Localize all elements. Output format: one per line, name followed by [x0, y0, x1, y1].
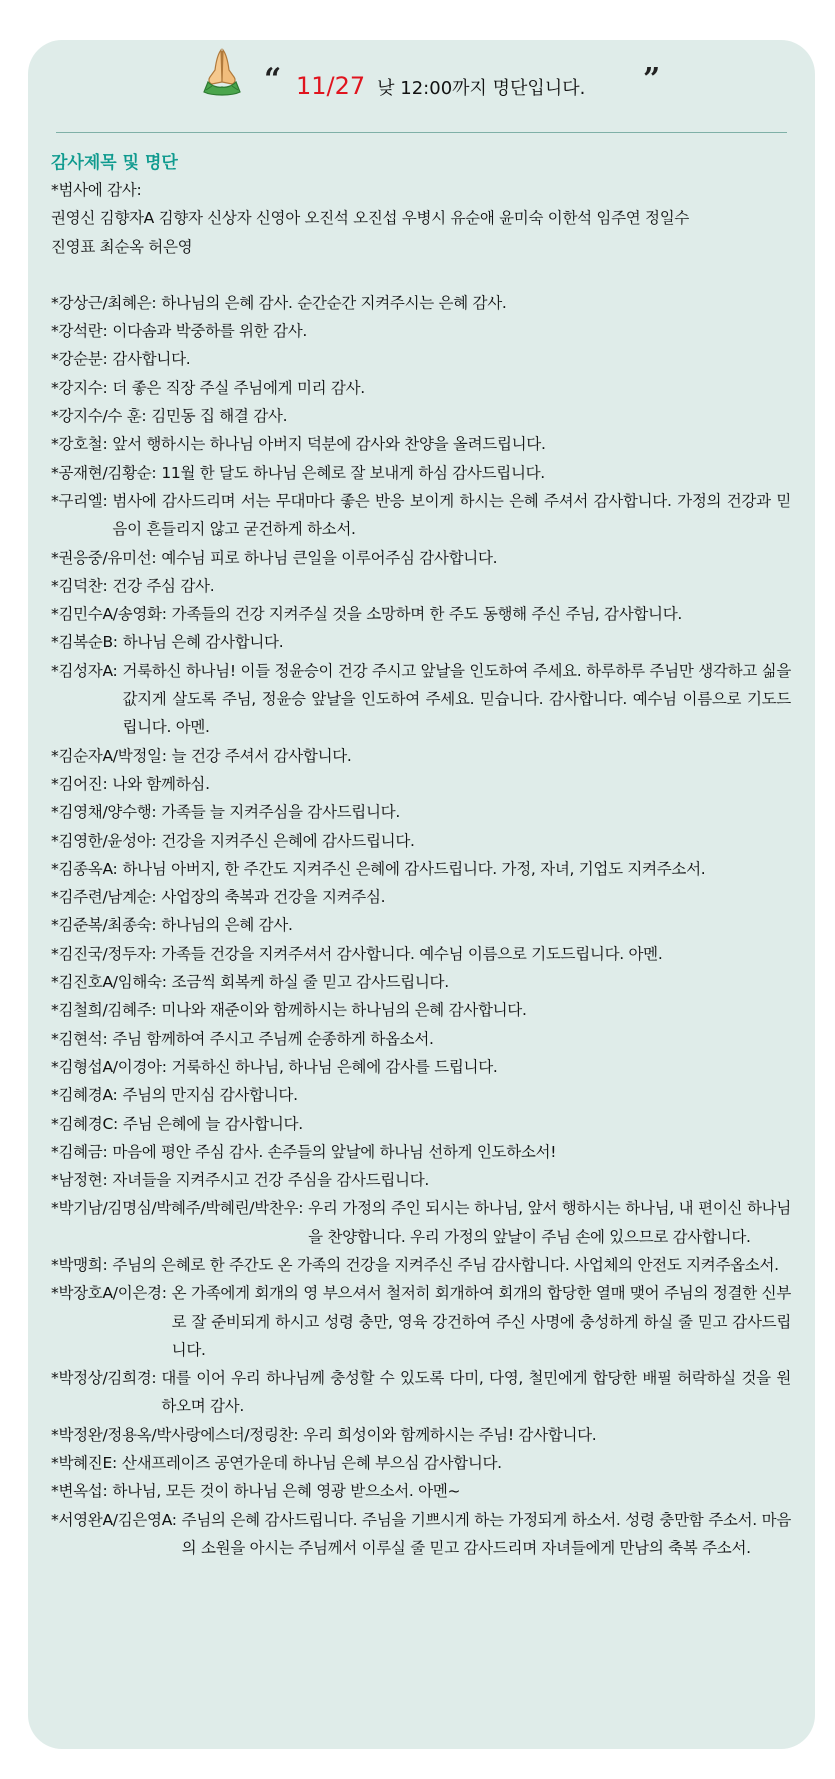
- entry-prayer-text: 나와 함께하심.: [112, 774, 210, 793]
- entry-prayer-text: 우리 가정의 주인 되시는 하나님, 앞서 행하시는 하나님, 내 편이신 하나님을 찬양합니다. 우리 가정의 앞날이 주님 손에 있으므로 감사합니다.: [308, 1199, 791, 1246]
- spacer: [51, 261, 791, 289]
- entry-names: *강호철:: [51, 435, 108, 454]
- entry-names: *김진국/정두자:: [51, 944, 157, 963]
- prayer-entry: [51, 459, 791, 487]
- entry-names: *김복순B:: [51, 633, 118, 652]
- entry-prayer-text: 주님 함께하여 주시고 주님께 순종하게 하옵소서.: [112, 1029, 434, 1048]
- entry-prayer-text: 건강 주심 감사.: [112, 576, 215, 595]
- entry-names: *김민수A/송영화:: [51, 605, 167, 624]
- entry-prayer-text: 예수님 피로 하나님 큰일을 이루어주심 감사합니다.: [161, 548, 498, 567]
- bumsa-label: *범사에 감사:: [51, 181, 142, 199]
- entry-names: *김형섭A/이경아:: [51, 1057, 167, 1076]
- entry-prayer-text: 하나님 아버지, 한 주간도 지켜주신 은혜에 감사드립니다. 가정, 자녀, 기업도 지켜주소서.: [122, 859, 706, 878]
- prayer-entry: [51, 940, 791, 968]
- prayer-entry: [51, 1477, 791, 1505]
- entry-prayer-text: 범사에 감사드리며 서는 무대마다 좋은 반응 보이게 하시는 은혜 주셔서 감사합니다. 가정의 건강과 믿음이 흔들리지 않고 굳건하게 하소서.: [112, 491, 791, 539]
- entry-names: *강상근/최혜은:: [51, 293, 157, 312]
- entry-prayer-text: 가족들 건강을 지켜주셔서 감사합니다. 예수님 이름으로 기도드립니다. 아멘.: [161, 944, 663, 963]
- entry-names: *김순자A/박정일:: [51, 746, 167, 765]
- entry-prayer-text: 주님의 만지심 감사합니다.: [122, 1086, 298, 1105]
- entry-names: *박기남/김명심/박혜주/박혜린/박찬우:: [51, 1199, 304, 1218]
- entry-prayer-text: 우리 희성이와 함께하시는 주님! 감사합니다.: [303, 1425, 597, 1444]
- entry-names: *박정완/정용옥/박사랑에스더/정링찬:: [51, 1425, 299, 1444]
- prayer-entry: [51, 345, 791, 373]
- prayer-entry: [51, 798, 791, 826]
- prayer-entry: [51, 1279, 791, 1364]
- entry-names: *김현석:: [51, 1029, 108, 1048]
- praying-hands-icon: [196, 46, 248, 98]
- entry-names: *박혜진E:: [51, 1454, 117, 1473]
- prayer-list-card: [28, 40, 815, 1749]
- divider: [56, 132, 787, 133]
- entry-names: *권응중/유미선:: [51, 548, 157, 567]
- deadline-date: 11/27: [296, 72, 366, 100]
- entry-names: *강석란:: [51, 322, 108, 341]
- prayer-entry: [51, 1364, 791, 1421]
- prayer-entry: [51, 374, 791, 402]
- entry-names: *강지수/수 훈:: [51, 407, 147, 426]
- prayer-entry: [51, 657, 791, 742]
- entry-prayer-text: 거룩하신 하나님! 이들 정윤승이 건강 주시고 앞날을 인도하여 주세요. 하루하루 주님만 생각하고 싦을 값지게 살도록 주님, 정윤승 앞날을 인도하여 주세요. 믿습니다. 감사합니다. 예수님 이름으로 기도드립니다. 아멘.: [122, 661, 791, 737]
- prayer-content: [51, 150, 791, 1562]
- entry-prayer-text: 주님의 은혜 감사드립니다. 주님을 기쁘시게 하는 가정되게 하소서. 성령 충만함 주소서. 마음의 소원을 아시는 주님께서 이루실 줄 믿고 감사드리며 자녀들에게 만남의 축복 주소서.: [181, 1510, 791, 1557]
- entry-names: *김준복/최종숙:: [51, 916, 157, 935]
- entry-names: *강지수:: [51, 378, 108, 397]
- prayer-entry: [51, 968, 791, 996]
- open-quote: “: [264, 62, 282, 97]
- entry-prayer-text: 마음에 평안 주심 감사. 손주들의 앞날에 하나님 선하게 인도하소서!: [112, 1142, 557, 1161]
- prayer-entry: [51, 1251, 791, 1279]
- entry-prayer-text: 가족들 늘 지켜주심을 감사드립니다.: [161, 803, 400, 822]
- prayer-entry: [51, 996, 791, 1024]
- prayer-entry: [51, 742, 791, 770]
- prayer-entry: [51, 827, 791, 855]
- notice-header: [28, 40, 815, 132]
- prayer-entry: [51, 1166, 791, 1194]
- entry-prayer-text: 하나님의 은혜 감사.: [161, 916, 293, 935]
- entry-names: *공재현/김황순:: [51, 463, 157, 482]
- prayer-entry: [51, 430, 791, 458]
- entry-names: *변옥섭:: [51, 1482, 108, 1501]
- prayer-entry: [51, 1138, 791, 1166]
- prayer-entry: [51, 1506, 791, 1563]
- prayer-entry: [51, 770, 791, 798]
- prayer-entry: [51, 317, 791, 345]
- entry-names: *남정현:: [51, 1171, 108, 1190]
- prayer-entry: [51, 1081, 791, 1109]
- prayer-entry: [51, 544, 791, 572]
- prayer-entry: [51, 1053, 791, 1081]
- entry-names: *김영한/윤성아:: [51, 831, 157, 850]
- entry-prayer-text: 11월 한 달도 하나님 은혜로 잘 보내게 하심 감사드립니다.: [161, 463, 545, 482]
- entry-names: *김혜경A:: [51, 1086, 118, 1105]
- entry-names: *김어진:: [51, 774, 108, 793]
- section-title: 감사제목 및 명단: [51, 153, 178, 173]
- bumsa-names-line2: 진영표 최순옥 허은영: [51, 237, 193, 256]
- entry-prayer-text: 건강을 지켜주신 은혜에 감사드립니다.: [161, 831, 415, 850]
- entry-prayer-text: 미나와 재준이와 함께하시는 하나님의 은혜 감사합니다.: [161, 1001, 527, 1020]
- prayer-entry: [51, 1025, 791, 1053]
- entry-names: *박장호A/이은경:: [51, 1284, 167, 1303]
- entry-prayer-text: 늘 건강 주셔서 감사합니다.: [171, 746, 352, 765]
- prayer-entry: [51, 487, 791, 544]
- prayer-entry: [51, 1449, 791, 1477]
- entry-prayer-text: 온 가족에게 회개의 영 부으셔서 철저히 회개하여 회개의 합당한 열매 맺어 주님의 정결한 신부로 잘 준비되게 하시고 성령 충만, 영육 강건하여 주신 사명에 충성하게 하실 줄 믿고 감사드립니다.: [171, 1284, 791, 1359]
- prayer-entry: [51, 1110, 791, 1138]
- entry-names: *김혜금:: [51, 1142, 108, 1161]
- prayer-entry: [51, 572, 791, 600]
- prayer-entry: [51, 883, 791, 911]
- entry-prayer-text: 주님 은혜에 늘 감사합니다.: [122, 1114, 303, 1133]
- entry-prayer-text: 하나님 은혜 감사합니다.: [122, 633, 284, 652]
- entry-prayer-text: 조금씩 회복케 하실 줄 믿고 감사드립니다.: [171, 973, 449, 992]
- entry-prayer-text: 앞서 행하시는 하나님 아버지 덕분에 감사와 찬양을 올려드립니다.: [112, 435, 546, 454]
- entry-prayer-text: 대를 이어 우리 하나님께 충성할 수 있도록 다미, 다영, 철민에게 합당한 배필 허락하실 것을 원하오며 감사.: [161, 1369, 791, 1416]
- entry-names: *김종옥A:: [51, 859, 118, 878]
- entry-names: *구리엘:: [51, 491, 108, 510]
- entry-prayer-text: 거룩하신 하나님, 하나님 은혜에 감사를 드립니다.: [171, 1057, 498, 1076]
- entry-prayer-text: 사업장의 축복과 건강을 지켜주심.: [161, 888, 386, 907]
- entry-prayer-text: 감사합니다.: [112, 350, 191, 369]
- entry-prayer-text: 가족들의 건강 지켜주실 것을 소망하며 한 주도 동행해 주신 주님, 감사합니다.: [171, 605, 683, 624]
- close-quote: ”: [643, 62, 661, 97]
- prayer-entry: [51, 628, 791, 656]
- entry-names: *김주련/남계순:: [51, 888, 157, 907]
- entry-prayer-text: 더 좋은 직장 주실 주님에게 미리 감사.: [112, 378, 365, 397]
- prayer-entry: [51, 289, 791, 317]
- deadline-text: 낮 12:00까지 명단입니다.: [377, 78, 586, 99]
- entry-names: *김철희/김혜주:: [51, 1001, 157, 1020]
- entry-names: *강순분:: [51, 350, 108, 369]
- entry-names: *김혜경C:: [51, 1114, 118, 1133]
- entry-names: *김진호A/임해숙:: [51, 973, 167, 992]
- entry-names: *박맹희:: [51, 1255, 108, 1274]
- entry-prayer-text: 자녀들을 지켜주시고 건강 주심을 감사드립니다.: [112, 1171, 430, 1190]
- prayer-entry: [51, 1194, 791, 1251]
- prayer-entry: [51, 855, 791, 883]
- entry-names: *서영완A/김은영A:: [51, 1510, 177, 1529]
- entry-prayer-text: 이다솜과 박중하를 위한 감사.: [112, 322, 307, 341]
- prayer-entry: [51, 402, 791, 430]
- entry-prayer-text: 주님의 은혜로 한 주간도 온 가족의 건강을 지켜주신 주님 감사합니다. 사업체의 안전도 지켜주옵소서.: [112, 1255, 779, 1274]
- entry-names: *박정상/김희경:: [51, 1369, 157, 1388]
- prayer-entry: [51, 1421, 791, 1449]
- entry-prayer-text: 김민동 집 해결 감사.: [151, 407, 288, 426]
- entry-prayer-text: 하나님, 모든 것이 하나님 은혜 영광 받으소서. 아멘~: [112, 1482, 461, 1501]
- entry-prayer-text: 산새프레이즈 공연가운데 하나님 은혜 부으심 감사합니다.: [121, 1454, 502, 1473]
- prayer-entry: [51, 911, 791, 939]
- deadline-notice: [296, 72, 585, 100]
- entry-prayer-text: 하나님의 은혜 감사. 순간순간 지켜주시는 은혜 감사.: [161, 293, 507, 312]
- bumsa-names-line1: 권영신 김향자A 김향자 신상자 신영아 오진석 오진섭 우병시 유순애 윤미숙 이한석 임주연 정일수: [51, 209, 690, 228]
- entry-names: *김성자A:: [51, 661, 118, 680]
- entry-names: *김덕찬:: [51, 576, 108, 595]
- entry-names: *김영채/양수행:: [51, 803, 157, 822]
- prayer-entry: [51, 600, 791, 628]
- prayer-entry-list: [51, 289, 791, 1562]
